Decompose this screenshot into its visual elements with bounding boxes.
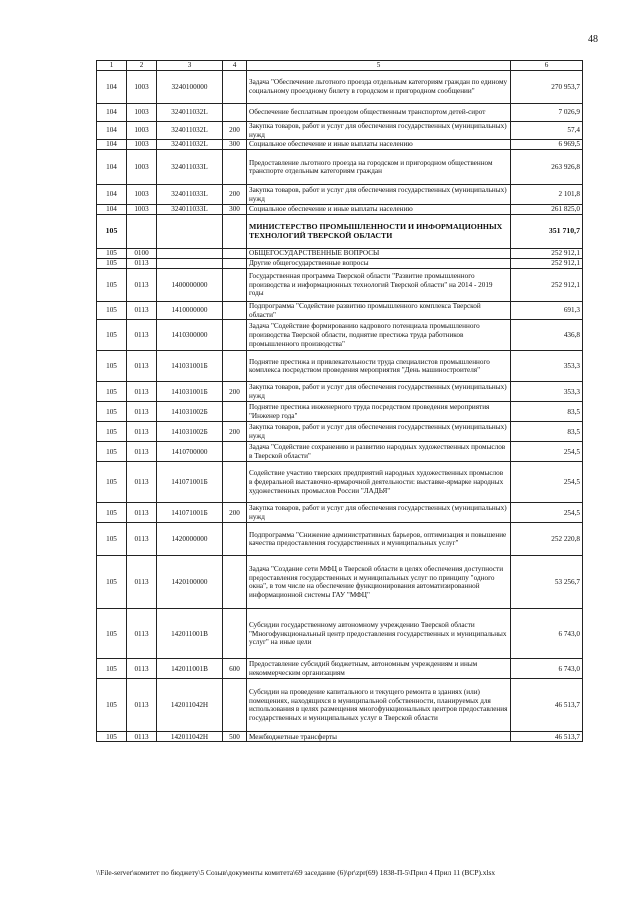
- budget-table: [96, 60, 583, 742]
- cell-expense-type: [223, 609, 247, 659]
- cell-section-code: 0113: [127, 503, 157, 523]
- cell-expense-type: [223, 259, 247, 269]
- cell-admin-code: 105: [97, 523, 127, 556]
- cell-name: Задача "Содействие сохранению и развитию народных художественных промыслов в Тверской области": [247, 442, 511, 462]
- cell-expense-type: [223, 302, 247, 320]
- table-row: [97, 402, 583, 422]
- cell-amount: 83,5: [511, 402, 583, 422]
- cell-expense-type: [223, 104, 247, 122]
- cell-name: ОБЩЕГОСУДАРСТВЕННЫЕ ВОПРОСЫ: [247, 249, 511, 259]
- table-row: [97, 269, 583, 302]
- cell-name: Обеспечение бесплатным проездом общественным транспортом детей-сирот: [247, 104, 511, 122]
- cell-admin-code: 105: [97, 462, 127, 503]
- cell-name: Межбюджетные трансферты: [247, 732, 511, 742]
- cell-expense-type: 600: [223, 659, 247, 679]
- column-header: 2: [127, 61, 157, 71]
- table-row: [97, 462, 583, 503]
- cell-admin-code: 105: [97, 442, 127, 462]
- page-number: 48: [588, 34, 598, 45]
- cell-admin-code: 105: [97, 679, 127, 732]
- cell-admin-code: 105: [97, 659, 127, 679]
- cell-admin-code: 105: [97, 382, 127, 402]
- cell-expense-type: 200: [223, 422, 247, 442]
- cell-target-code: 141031002Б: [157, 422, 223, 442]
- cell-expense-type: [223, 556, 247, 609]
- table-row: [97, 442, 583, 462]
- table-row: [97, 609, 583, 659]
- cell-amount: 7 026,9: [511, 104, 583, 122]
- cell-target-code: 141071001Б: [157, 503, 223, 523]
- cell-section-code: 0113: [127, 402, 157, 422]
- cell-section-code: 1003: [127, 122, 157, 140]
- table-row: [97, 150, 583, 185]
- cell-admin-code: 104: [97, 140, 127, 150]
- cell-amount: 6 743,0: [511, 609, 583, 659]
- cell-admin-code: 105: [97, 503, 127, 523]
- table-row: [97, 185, 583, 205]
- cell-amount: 46 513,7: [511, 679, 583, 732]
- cell-target-code: [157, 215, 223, 249]
- cell-section-code: 1003: [127, 71, 157, 104]
- cell-expense-type: [223, 402, 247, 422]
- cell-target-code: 324011033L: [157, 150, 223, 185]
- cell-section-code: 0113: [127, 259, 157, 269]
- cell-admin-code: 104: [97, 104, 127, 122]
- cell-section-code: 0113: [127, 382, 157, 402]
- cell-amount: 252 912,1: [511, 249, 583, 259]
- cell-target-code: 3240100000: [157, 71, 223, 104]
- column-header: 6: [511, 61, 583, 71]
- table-row: [97, 205, 583, 215]
- cell-expense-type: 200: [223, 185, 247, 205]
- table-row: [97, 259, 583, 269]
- cell-expense-type: [223, 442, 247, 462]
- cell-amount: 252 220,8: [511, 523, 583, 556]
- cell-name: Поднятие престижа и привлекательности труда специалистов промышленного комплекса посредством проведения мероприятия "День машиностроителя": [247, 351, 511, 382]
- table-row: [97, 249, 583, 259]
- cell-name: Закупка товаров, работ и услуг для обеспечения государственных (муниципальных) нужд: [247, 122, 511, 140]
- cell-section-code: 0113: [127, 523, 157, 556]
- cell-target-code: 142011001В: [157, 659, 223, 679]
- cell-amount: 436,8: [511, 320, 583, 351]
- cell-target-code: 324011032L: [157, 140, 223, 150]
- cell-amount: 57,4: [511, 122, 583, 140]
- cell-section-code: 0113: [127, 320, 157, 351]
- file-path-footer: \\File-server\комитет по бюджету\5 Созыв\документы комитета\69 заседание (6)\pr\zpr(69) 1838-П-5\Прил 4 Прил 11 (ВСР).xlsx: [96, 868, 496, 877]
- table-row: [97, 732, 583, 742]
- cell-admin-code: 105: [97, 320, 127, 351]
- cell-admin-code: 105: [97, 732, 127, 742]
- cell-amount: 691,3: [511, 302, 583, 320]
- cell-name: Государственная программа Тверской области "Развитие промышленного производства и информационных технологий Тверской области" на 2014 - 2019 годы: [247, 269, 511, 302]
- cell-section-code: 0113: [127, 659, 157, 679]
- cell-target-code: 1420000000: [157, 523, 223, 556]
- table-row: [97, 659, 583, 679]
- table-row: [97, 523, 583, 556]
- cell-target-code: 1410300000: [157, 320, 223, 351]
- table-row: [97, 320, 583, 351]
- cell-section-code: 0113: [127, 556, 157, 609]
- column-header: 1: [97, 61, 127, 71]
- cell-amount: 2 101,8: [511, 185, 583, 205]
- cell-target-code: [157, 259, 223, 269]
- cell-name: Субсидии на проведение капитального и текущего ремонта в зданиях (или) помещениях, находящихся в муниципальной собственности, планируемых для использования в целях размещения многофункциональных центров предоставления государственных и муниципальных услуг в Тверской области: [247, 679, 511, 732]
- cell-name: Содействие участию тверских предприятий народных художественных промыслов в федеральной выставочно-ярмарочной деятельности: выставке-ярмарке народных художественных промыслов России "ЛАДЬЯ": [247, 462, 511, 503]
- cell-name: Закупка товаров, работ и услуг для обеспечения государственных (муниципальных) нужд: [247, 422, 511, 442]
- cell-name: Предоставление льготного проезда на городском и пригородном общественном транспорте отдельным категориям граждан: [247, 150, 511, 185]
- cell-expense-type: 500: [223, 732, 247, 742]
- cell-name: Подпрограмма "Снижение административных барьеров, оптимизация и повышение качества предоставления государственных и муниципальных услуг": [247, 523, 511, 556]
- cell-admin-code: 105: [97, 402, 127, 422]
- table-row: [97, 104, 583, 122]
- cell-name: Субсидии государственному автономному учреждению Тверской области "Многофункциональный центр предоставления государственных и муниципальных услуг" на иные цели: [247, 609, 511, 659]
- column-header: 3: [157, 61, 223, 71]
- cell-admin-code: 104: [97, 185, 127, 205]
- cell-target-code: 142011042Н: [157, 732, 223, 742]
- cell-target-code: 141031001Б: [157, 382, 223, 402]
- table-row: [97, 503, 583, 523]
- cell-section-code: 1003: [127, 150, 157, 185]
- cell-section-code: 0113: [127, 609, 157, 659]
- cell-name: Предоставление субсидий бюджетным, автономным учреждениям и иным некоммерческим организациям: [247, 659, 511, 679]
- cell-amount: 263 926,8: [511, 150, 583, 185]
- cell-section-code: 0113: [127, 732, 157, 742]
- cell-name: Закупка товаров, работ и услуг для обеспечения государственных (муниципальных) нужд: [247, 503, 511, 523]
- table-header-row: [97, 61, 583, 71]
- cell-name: Социальное обеспечение и иные выплаты населению: [247, 205, 511, 215]
- cell-admin-code: 104: [97, 71, 127, 104]
- cell-amount: 6 969,5: [511, 140, 583, 150]
- cell-amount: 254,5: [511, 503, 583, 523]
- cell-expense-type: [223, 249, 247, 259]
- column-header: 4: [223, 61, 247, 71]
- cell-section-code: 0113: [127, 462, 157, 503]
- cell-target-code: 1420100000: [157, 556, 223, 609]
- cell-amount: 254,5: [511, 462, 583, 503]
- cell-expense-type: [223, 679, 247, 732]
- cell-expense-type: 300: [223, 205, 247, 215]
- cell-amount: 6 743,0: [511, 659, 583, 679]
- cell-name: Задача "Содействие формированию кадрового потенциала промышленного производства Тверской области, поднятие престижа труда работников промышленного производства": [247, 320, 511, 351]
- cell-admin-code: 105: [97, 269, 127, 302]
- cell-target-code: 141071001Б: [157, 462, 223, 503]
- cell-section-code: 1003: [127, 205, 157, 215]
- table-row: [97, 351, 583, 382]
- cell-section-code: 0113: [127, 302, 157, 320]
- cell-target-code: 1410000000: [157, 302, 223, 320]
- cell-admin-code: 105: [97, 249, 127, 259]
- cell-admin-code: 104: [97, 150, 127, 185]
- cell-expense-type: [223, 462, 247, 503]
- cell-amount: 353,3: [511, 382, 583, 402]
- column-header: 5: [247, 61, 511, 71]
- cell-section-code: 1003: [127, 140, 157, 150]
- cell-name: Подпрограмма "Содействие развитию промышленного комплекса Тверской области": [247, 302, 511, 320]
- cell-admin-code: 105: [97, 215, 127, 249]
- cell-expense-type: 200: [223, 122, 247, 140]
- table-row: [97, 382, 583, 402]
- cell-expense-type: [223, 150, 247, 185]
- cell-expense-type: [223, 351, 247, 382]
- cell-amount: 53 256,7: [511, 556, 583, 609]
- cell-expense-type: [223, 523, 247, 556]
- cell-section-code: 0113: [127, 442, 157, 462]
- table-row: [97, 215, 583, 249]
- cell-section-code: 0113: [127, 422, 157, 442]
- cell-name: Другие общегосударственные вопросы: [247, 259, 511, 269]
- cell-target-code: 142011001В: [157, 609, 223, 659]
- cell-name: Социальное обеспечение и иные выплаты населению: [247, 140, 511, 150]
- cell-expense-type: [223, 269, 247, 302]
- cell-amount: 83,5: [511, 422, 583, 442]
- table-row: [97, 679, 583, 732]
- cell-target-code: 324011032L: [157, 122, 223, 140]
- cell-expense-type: [223, 215, 247, 249]
- cell-amount: 270 953,7: [511, 71, 583, 104]
- cell-section-code: 1003: [127, 104, 157, 122]
- table-row: [97, 422, 583, 442]
- table-row: [97, 122, 583, 140]
- cell-section-code: [127, 215, 157, 249]
- table-row: [97, 302, 583, 320]
- cell-expense-type: 300: [223, 140, 247, 150]
- cell-target-code: 141031002Б: [157, 402, 223, 422]
- table-row: [97, 556, 583, 609]
- cell-amount: 252 912,1: [511, 269, 583, 302]
- cell-target-code: [157, 249, 223, 259]
- cell-section-code: 0100: [127, 249, 157, 259]
- cell-admin-code: 104: [97, 122, 127, 140]
- cell-amount: 353,3: [511, 351, 583, 382]
- cell-admin-code: 105: [97, 259, 127, 269]
- cell-admin-code: 104: [97, 205, 127, 215]
- cell-expense-type: [223, 71, 247, 104]
- cell-target-code: 324011032L: [157, 104, 223, 122]
- table-row: [97, 71, 583, 104]
- cell-target-code: 1410700000: [157, 442, 223, 462]
- cell-name: Задача "Создание сети МФЦ в Тверской области в целях обеспечения доступности предоставления государственных и муниципальных услуг по принципу "одного окна", в том числе на обеспечение функционирования автоматизированной информационной системы ГАУ "МФЦ": [247, 556, 511, 609]
- cell-admin-code: 105: [97, 422, 127, 442]
- cell-name: Поднятие престижа инженерного труда посредством проведения мероприятия "Инженер года": [247, 402, 511, 422]
- cell-expense-type: 200: [223, 503, 247, 523]
- cell-amount: 261 825,0: [511, 205, 583, 215]
- cell-admin-code: 105: [97, 609, 127, 659]
- cell-amount: 252 912,1: [511, 259, 583, 269]
- cell-name: Закупка товаров, работ и услуг для обеспечения государственных (муниципальных) нужд: [247, 185, 511, 205]
- table-row: [97, 140, 583, 150]
- cell-section-code: 0113: [127, 269, 157, 302]
- cell-section-code: 0113: [127, 351, 157, 382]
- cell-name: Задача "Обеспечение льготного проезда отдельным категориям граждан по единому социальному проездному билету в городском и пригородном сообщении": [247, 71, 511, 104]
- cell-amount: 351 710,7: [511, 215, 583, 249]
- cell-target-code: 324011033L: [157, 205, 223, 215]
- cell-expense-type: [223, 320, 247, 351]
- cell-expense-type: 200: [223, 382, 247, 402]
- cell-target-code: 142011042Н: [157, 679, 223, 732]
- cell-amount: 254,5: [511, 442, 583, 462]
- cell-target-code: 324011033L: [157, 185, 223, 205]
- cell-admin-code: 105: [97, 351, 127, 382]
- cell-amount: 46 513,7: [511, 732, 583, 742]
- cell-target-code: 1400000000: [157, 269, 223, 302]
- cell-admin-code: 105: [97, 556, 127, 609]
- cell-admin-code: 105: [97, 302, 127, 320]
- cell-name: МИНИСТЕРСТВО ПРОМЫШЛЕННОСТИ И ИНФОРМАЦИОННЫХ ТЕХНОЛОГИЙ ТВЕРСКОЙ ОБЛАСТИ: [247, 215, 511, 249]
- cell-target-code: 141031001Б: [157, 351, 223, 382]
- cell-section-code: 1003: [127, 185, 157, 205]
- cell-name: Закупка товаров, работ и услуг для обеспечения государственных (муниципальных) нужд: [247, 382, 511, 402]
- cell-section-code: 0113: [127, 679, 157, 732]
